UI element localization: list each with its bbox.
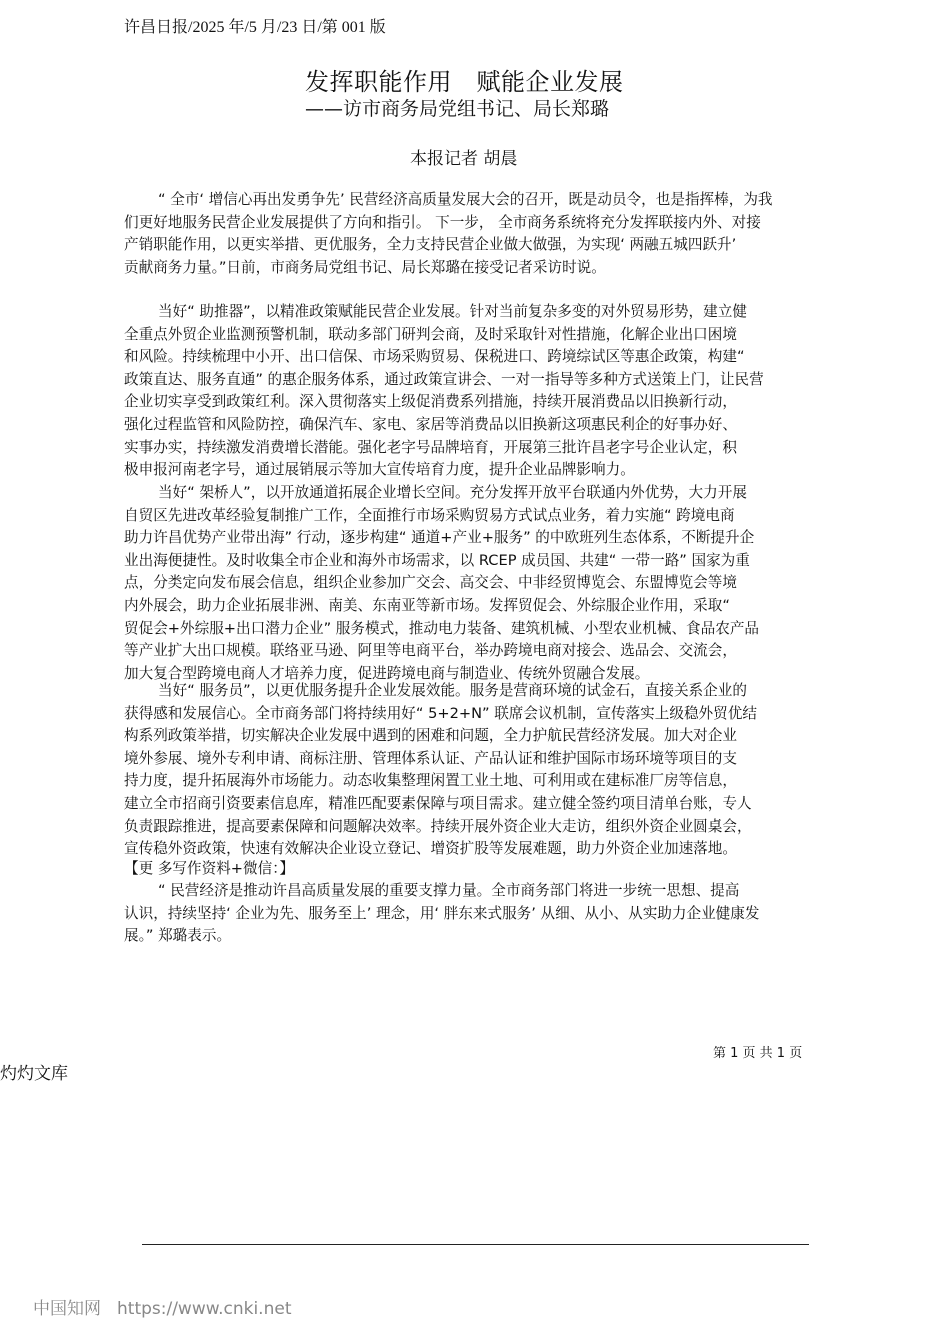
cnki-site-name: 中国知网: [33, 1299, 101, 1319]
text-line: 建立全市招商引资要素信息库，精准匹配要素保障与项目需求。建立健全签约项目清单台账，专人: [124, 794, 752, 812]
text-line: 内外展会，助力企业拓展非洲、南美、东南亚等新市场。发挥贸促会、外综服企业作用，采取“: [124, 596, 730, 614]
text-line: 持力度，提升拓展海外市场能力。动态收集整理闲置工业土地、可利用或在建标准厂房等信息，: [124, 772, 737, 790]
text-line: 宣传稳外资政策，快速有效解决企业设立登记、增资扩股等发展难题，助力外资企业加速落地。: [124, 840, 737, 858]
page-indicator: 第 1 页 共 1 页: [713, 1046, 803, 1061]
text-line: 产销职能作用，以更实举措、更优服务，全力支持民营企业做大做强，为实现‘ 两融五城四跃升’: [124, 236, 737, 254]
text-line: 强化过程监管和风险防控，确保汽车、家电、家居等消费品以旧换新这项惠民利企的好事办好、: [124, 415, 737, 433]
text-line: 【更 多写作资料+微信：】: [124, 860, 295, 877]
paragraph-closing: [124, 880, 834, 948]
text-line: 企业切实享受到政策红利。深入贯彻落实上级促消费系列措施，持续开展消费品以旧换新行动，: [124, 393, 737, 411]
more-info-line: [124, 858, 834, 881]
text-line: 负责跟踪推进，提高要素保障和问题解决效率。持续开展外资企业大走访，组织外资企业圆桌会，: [124, 817, 752, 835]
text-line: 境外参展、境外专利申请、商标注册、管理体系认证、产品认证和维护国际市场环境等项目的支: [124, 749, 737, 767]
text-line: 当好“ 架桥人”，以开放通道拓展企业增长空间。充分发挥开放平台联通内外优势，大力开展: [158, 484, 747, 501]
text-line: 当好“ 服务员”，以更优服务提升企业发展效能。服务是营商环境的试金石，直接关系企业的: [158, 682, 747, 699]
article-subtitle: ——访市商务局党组书记、局长郑璐: [305, 98, 610, 120]
text-line: 贸促会+外综服+出口潜力企业” 服务模式，推动电力装备、建筑机械、小型农业机械、食品农产品: [124, 619, 760, 637]
text-line: 点，分类定向发布展会信息，组织企业参加广交会、高交会、中非经贸博览会、东盟博览会等境: [124, 574, 737, 592]
text-line: 助力许昌优势产业带出海” 行动，逐步构建“ 通道+产业+服务” 的中欧班列生态体系，不断提升企: [124, 529, 755, 547]
paragraph-intro: [124, 189, 834, 279]
text-line: 加大复合型跨境电商人才培养力度，促进跨境电商与制造业、传统外贸融合发展。: [124, 664, 650, 682]
text-line: 等产业扩大出口规模。联络亚马逊、阿里等电商平台，举办跨境电商对接会、选品会、交流会，: [124, 642, 737, 660]
cnki-site-url[interactable]: https://www.cnki.net: [117, 1299, 292, 1319]
article-title: 发挥职能作用 赋能企业发展: [305, 68, 624, 96]
footer-divider: [142, 1244, 809, 1245]
text-line: 当好“ 助推器”，以精准政策赋能民营企业发展。针对当前复杂多变的对外贸易形势，建立健: [158, 303, 747, 320]
text-line: 获得感和发展信心。全市商务部门将持续用好“ 5+2+N” 联席会议机制，宣传落实上级稳外贸优结: [124, 704, 757, 722]
text-line: 全重点外贸企业监测预警机制，联动多部门研判会商，及时采取针对性措施，化解企业出口困境: [124, 325, 737, 343]
text-line: 贡献商务力量。”日前，市商务局党组书记、局长郑璐在接受记者采访时说。: [124, 258, 606, 276]
text-line: “ 民营经济是推动许昌高质量发展的重要支撑力量。全市商务部门将进一步统一思想、提高: [158, 882, 740, 899]
source-line: 许昌日报/2025 年/5 月/23 日/第 001 版: [124, 19, 386, 36]
text-line: 和风险。持续梳理中小开、出口信保、市场采购贸易、保税进口、跨境综试区等惠企政策，构建“: [124, 348, 745, 366]
wenku-watermark: 灼灼文库: [0, 1064, 68, 1084]
text-line: 实事办实，持续激发消费增长潜能。强化老字号品牌培育，开展第三批许昌老字号企业认定，积: [124, 438, 737, 456]
text-line: 展。” 郑璐表示。: [124, 927, 232, 945]
cnki-footer: [33, 1294, 307, 1319]
text-line: 构系列政策举措，切实解决企业发展中遇到的困难和问题，全力护航民营经济发展。加大对企业: [124, 727, 737, 745]
paragraph-service: [124, 680, 834, 861]
text-line: 认识，持续坚持‘ 企业为先、服务至上’ 理念，用‘ 胖东来式服务’ 从细、从小、从实助力企业健康发: [124, 904, 760, 922]
text-line: 政策直达、服务直通” 的惠企服务体系，通过政策宣讲会、一对一指导等多种方式送策上门，让民营: [124, 370, 764, 388]
paragraph-bridge: [124, 482, 834, 685]
byline: 本报记者 胡晨: [410, 149, 518, 169]
text-line: “ 全市‘ 增信心再出发勇争先’ 民营经济高质量发展大会的召开，既是动员令，也是指挥棒，为我: [158, 191, 773, 208]
text-line: 极申报河南老字号，通过展销展示等加大宣传培育力度，提升企业品牌影响力。: [124, 461, 635, 479]
text-line: 自贸区先进改革经验复制推广工作，全面推行市场采购贸易方式试点业务，着力实施“ 跨境电商: [124, 506, 735, 524]
text-line: 业出海便捷性。及时收集全市企业和海外市场需求，以 RCEP 成员国、共建“ 一带一路” 国家为重: [124, 551, 750, 569]
paragraph-booster: [124, 301, 834, 482]
text-line: 们更好地服务民营企业发展提供了方向和指引。 下一步， 全市商务系统将充分发挥联接内外、对接: [124, 213, 761, 231]
